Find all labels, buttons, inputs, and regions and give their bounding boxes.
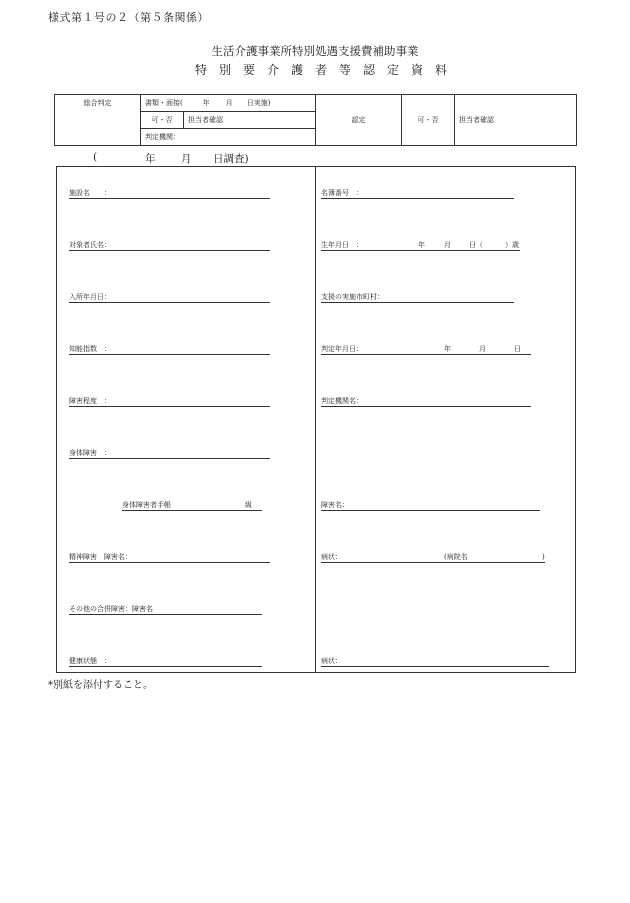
iq-field[interactable]: 知能指数 ： [69, 344, 270, 355]
roster-number-field[interactable]: 名簿番号 ： [321, 188, 514, 199]
health-symptoms-field[interactable]: 病状： [321, 656, 549, 667]
facility-name-field[interactable]: 施設名 ： [69, 188, 270, 199]
docs-interview-cell[interactable]: 書類・面接( 年 月 日実施) [141, 95, 316, 112]
survey-date-year: 年 [145, 153, 156, 165]
birth-date-field[interactable]: 生年月日 ： 年 月 日（ ）歳 [321, 241, 519, 249]
overall-judgement-label: 総合判定 [55, 95, 141, 146]
physical-disability-field[interactable]: 身体障害 ： [69, 448, 270, 459]
disability-level-field[interactable]: 障害程度 ： [69, 396, 270, 407]
certification-label: 認定 [316, 95, 402, 146]
health-status-field[interactable]: 健康状態 ： [69, 656, 262, 667]
subject-name-field[interactable]: 対象者氏名： [69, 240, 270, 251]
other-complications-field[interactable]: その他の合併障害：障害名 [69, 604, 262, 615]
support-municipality-field[interactable]: 支援の実施市町村： [321, 292, 514, 303]
judgement-table [54, 94, 577, 146]
certification-possible-or-not[interactable]: 可・否 [402, 95, 455, 146]
symptoms-field[interactable]: 病状： (病院名 ) [321, 553, 545, 561]
judging-agency-cell[interactable]: 判定機関： [141, 129, 316, 146]
form-number: 様式第１号の２（第５条関係） [48, 11, 209, 24]
admission-date-field[interactable]: 入所年月日： [69, 292, 270, 303]
survey-date-month: 月 [181, 153, 192, 165]
page-subtitle: 特別要介護者等認定資料 [194, 63, 459, 77]
survey-date-open: ( [93, 151, 98, 163]
page-title: 生活介護事業所特別処遇支援費補助事業 [211, 44, 419, 58]
disability-name-field[interactable]: 障害名： [321, 500, 540, 511]
panel-divider [315, 166, 316, 673]
survey-date-day: 日調査) [213, 153, 249, 165]
footer-note: *別紙を添付すること。 [48, 680, 153, 691]
judgement-date-field[interactable]: 判定年月日： 年 月 日 [321, 344, 531, 355]
judgement-staff-confirm[interactable]: 担当者確認 [184, 112, 316, 129]
mental-disability-field[interactable]: 精神障害 障害名： [69, 552, 270, 563]
physical-handbook-field[interactable]: 身体障害者手帳 級 [122, 500, 262, 511]
judgement-possible-or-not[interactable]: 可・否 [141, 112, 184, 129]
certification-staff-confirm[interactable]: 担当者確認 [455, 95, 577, 146]
judging-agency-name-field[interactable]: 判定機関名： [321, 396, 531, 407]
